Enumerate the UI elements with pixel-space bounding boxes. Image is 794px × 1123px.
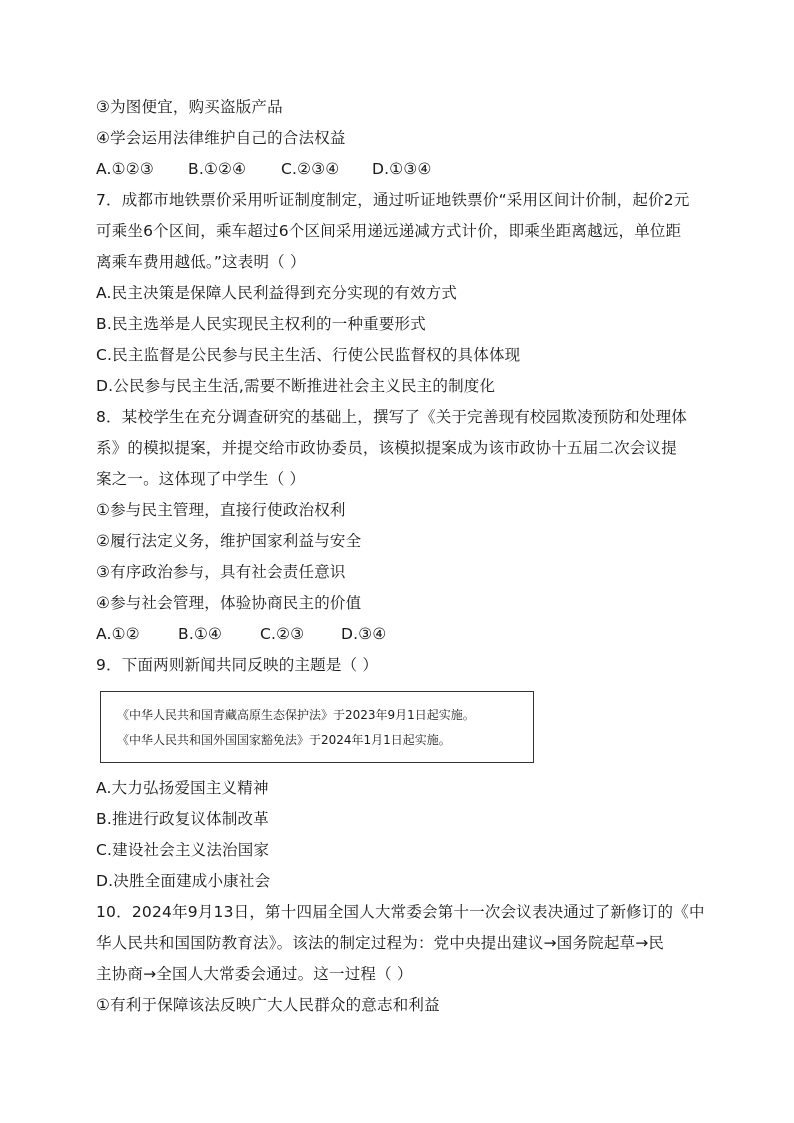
q9-option-a: A.大力弘扬爱国主义精神 [96,779,269,797]
q7-option-b: B.民主选举是人民实现民主权利的一种重要形式 [96,315,426,333]
q8-statement-1: ①参与民主管理，直接行使政治权利 [96,501,346,519]
q8-statement-2: ②履行法定义务，维护国家利益与安全 [96,532,362,550]
choice-a: A.①②③ [96,160,154,178]
q8-stem-line-2: 系》的模拟提案，并提交给市政协委员，该模拟提案成为该市政协十五届二次会议提 [96,439,677,457]
q8-statement-3: ③有序政治参与，具有社会责任意识 [96,563,346,581]
news-item-1: 《中华人民共和国青藏高原生态保护法》于2023年9月1日起实施。 [117,708,475,722]
q9-option-d: D.决胜全面建成小康社会 [96,872,271,890]
q10-stem-line-2: 华人民共和国国防教育法》。该法的制定过程为：党中央提出建议→国务院起草→民 [96,934,665,952]
choice-c: C.②③④ [281,160,340,178]
q8-stem-line-1: 8．某校学生在充分调查研究的基础上，撰写了《关于完善现有校园欺凌预防和处理体 [96,408,687,426]
statement-4: ④学会运用法律维护自己的合法权益 [96,129,346,147]
q7-stem-line-3: 离乘车费用越低。”这表明（ ） [96,253,306,271]
choice-c: C.②③ [260,625,305,643]
choice-a: A.①② [96,625,140,643]
q7-stem-line-1: 7．成都市地铁票价采用听证制度制定，通过听证地铁票价“采用区间计价制，起价2元 [96,191,690,209]
q9-option-c: C.建设社会主义法治国家 [96,841,270,859]
q7-option-d: D.公民参与民主生活,需要不断推进社会主义民主的制度化 [96,377,496,395]
q9-stem: 9．下面两则新闻共同反映的主题是（ ） [96,656,379,674]
q7-option-c: C.民主监督是公民参与民主生活、行使公民监督权的具体体现 [96,346,521,364]
q7-stem-line-2: 可乘坐6个区间，乘车超过6个区间采用递远递减方式计价，即乘坐距离越远，单位距 [96,222,682,240]
q10-stem-line-3: 主协商→全国人大常委会通过。这一过程（ ） [96,965,413,983]
choice-d: D.①③④ [372,160,432,178]
choice-b: B.①④ [178,625,223,643]
q7-option-a: A.民主决策是保障人民利益得到充分实现的有效方式 [96,284,458,302]
q8-statement-4: ④参与社会管理，体验协商民主的价值 [96,594,362,612]
choice-b: B.①②④ [188,160,247,178]
q10-statement-1: ①有利于保障该法反映广大人民群众的意志和利益 [96,996,440,1014]
exam-page [96,92,708,1021]
q9-option-b: B.推进行政复议体制改革 [96,810,269,828]
q8-stem-line-3: 案之一。这体现了中学生（ ） [96,470,306,488]
news-item-2: 《中华人民共和国外国国家豁免法》于2024年1月1日起实施。 [117,733,451,747]
news-box [100,691,534,763]
q6-choices [96,154,708,185]
choice-d: D.③④ [341,625,387,643]
q10-stem-line-1: 10．2024年9月13日，第十四届全国人大常委会第十一次会议表决通过了新修订的《中 [96,903,705,921]
q8-choices [96,619,708,650]
statement-3: ③为图便宜，购买盗版产品 [96,98,283,116]
